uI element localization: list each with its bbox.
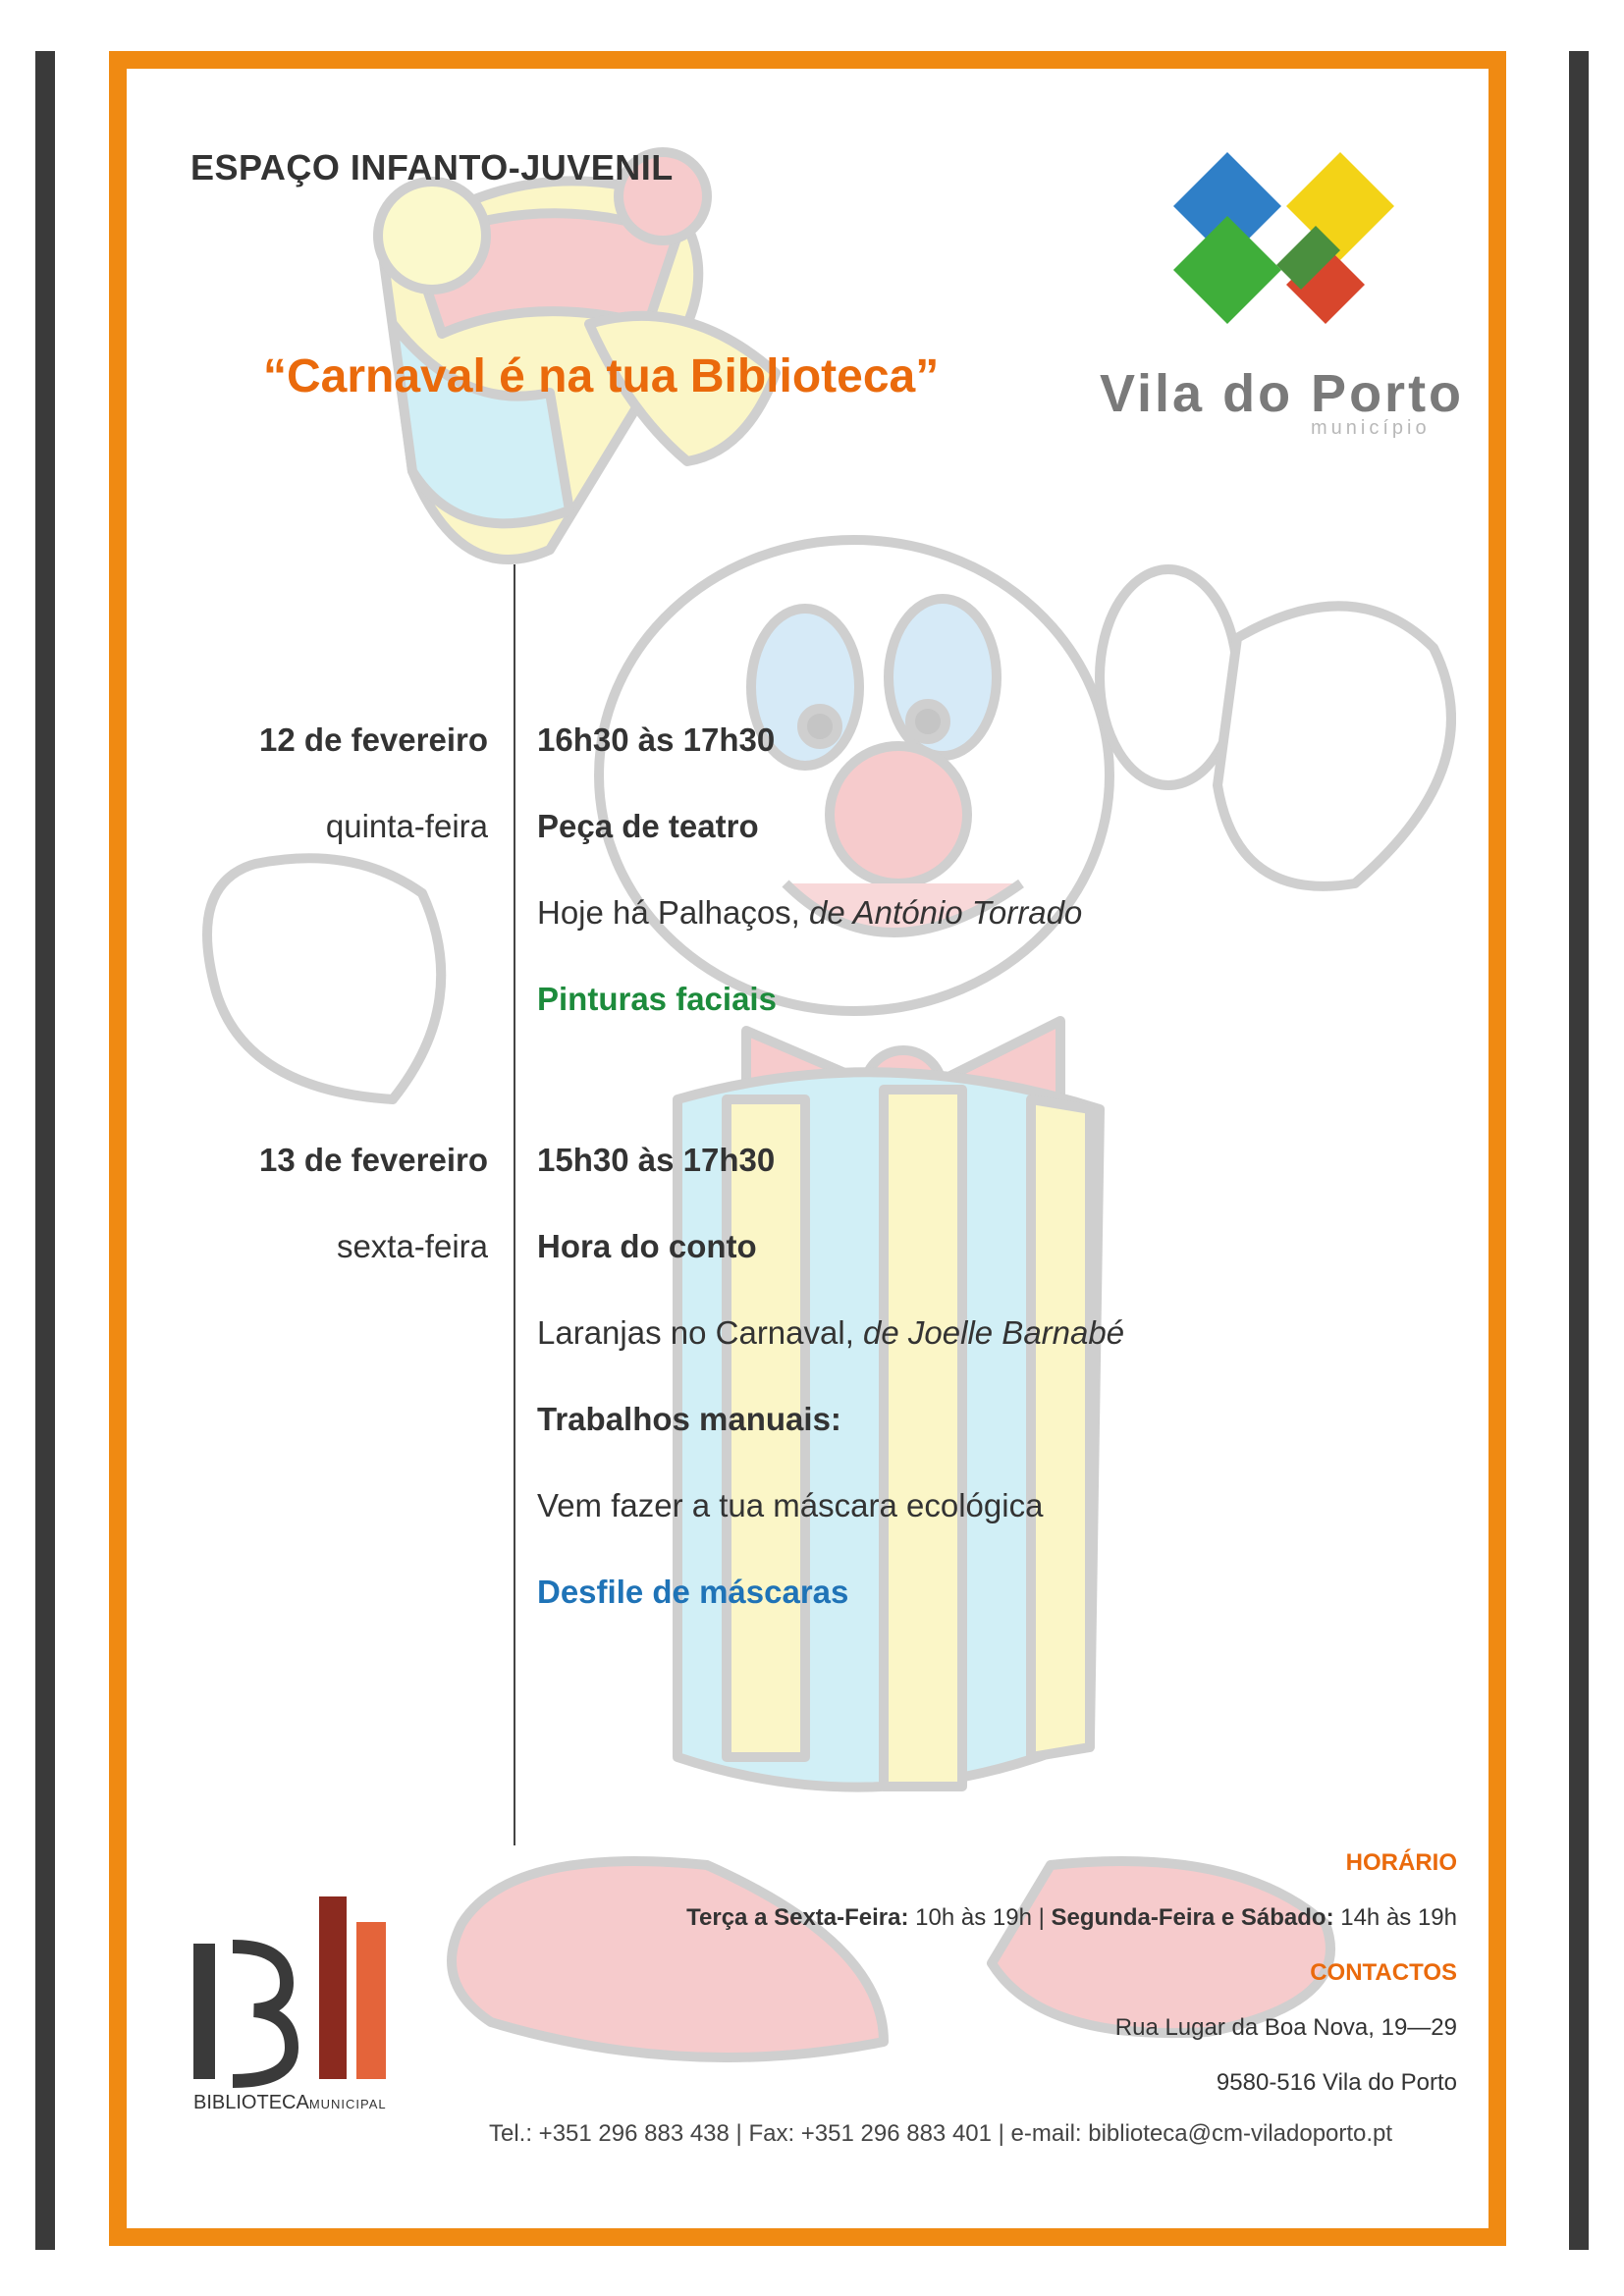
time-day-1: 16h30 às 17h30 bbox=[537, 721, 776, 758]
section-title: ESPAÇO INFANTO-JUVENIL bbox=[190, 147, 674, 187]
work-day-2 bbox=[537, 1314, 1124, 1352]
hours-b-label: Segunda-Feira e Sábado: bbox=[1051, 1904, 1334, 1931]
activity-day-2: Hora do conto bbox=[537, 1228, 757, 1264]
date-day-2: 13 de fevereiro bbox=[259, 1142, 488, 1178]
highlight-day-1: Pinturas faciais bbox=[537, 981, 777, 1017]
weekday-day-1: quinta-feira bbox=[325, 808, 488, 844]
logo-subtitle: município bbox=[1311, 417, 1431, 439]
event-title: “Carnaval é na tua Biblioteca” bbox=[263, 350, 940, 402]
address-line-2: 9580-516 Vila do Porto bbox=[1216, 2069, 1457, 2096]
schedule-divider bbox=[514, 564, 515, 1845]
vila-do-porto-logo-mark bbox=[1168, 147, 1414, 334]
hours-a-label: Terça a Sexta-Feira: bbox=[686, 1904, 909, 1931]
time-day-2: 15h30 às 17h30 bbox=[537, 1142, 776, 1178]
crafts-title-day-2: Trabalhos manuais: bbox=[537, 1401, 841, 1437]
library-name-main: BIBLIOTECA bbox=[193, 2092, 309, 2113]
work-title-day-1: Hoje há Palhaços, bbox=[537, 894, 800, 931]
work-day-1 bbox=[537, 894, 1082, 932]
work-title-day-2: Laranjas no Carnaval, bbox=[537, 1314, 854, 1351]
library-name-sub: MUNICIPAL bbox=[308, 2097, 387, 2111]
contactos-label: CONTACTOS bbox=[1310, 1959, 1457, 1986]
biblioteca-logo-mark bbox=[193, 1893, 395, 2089]
weekday-day-2: sexta-feira bbox=[336, 1228, 488, 1264]
activity-day-1: Peça de teatro bbox=[537, 808, 759, 844]
horario-label: HORÁRIO bbox=[1345, 1849, 1457, 1876]
hours-a-value: 10h às 19h bbox=[908, 1904, 1032, 1931]
hours-b-value: 14h às 19h bbox=[1333, 1904, 1457, 1931]
date-day-1: 12 de fevereiro bbox=[259, 721, 488, 758]
hours-separator: | bbox=[1031, 1904, 1052, 1931]
library-name bbox=[193, 2092, 387, 2114]
work-author-day-1: de António Torrado bbox=[799, 894, 1083, 931]
contact-line: Tel.: +351 296 883 438 | Fax: +351 296 883 401 | e-mail: biblioteca@cm-viladoporto.pt bbox=[489, 2120, 1393, 2147]
opening-hours bbox=[686, 1904, 1457, 1932]
work-author-day-2: de Joelle Barnabé bbox=[853, 1314, 1125, 1351]
address-line-1: Rua Lugar da Boa Nova, 19—29 bbox=[1114, 2014, 1457, 2041]
logo-name: Vila do Porto bbox=[1100, 364, 1465, 423]
highlight-day-2: Desfile de máscaras bbox=[537, 1574, 849, 1610]
crafts-desc-day-2: Vem fazer a tua máscara ecológica bbox=[537, 1487, 1044, 1523]
